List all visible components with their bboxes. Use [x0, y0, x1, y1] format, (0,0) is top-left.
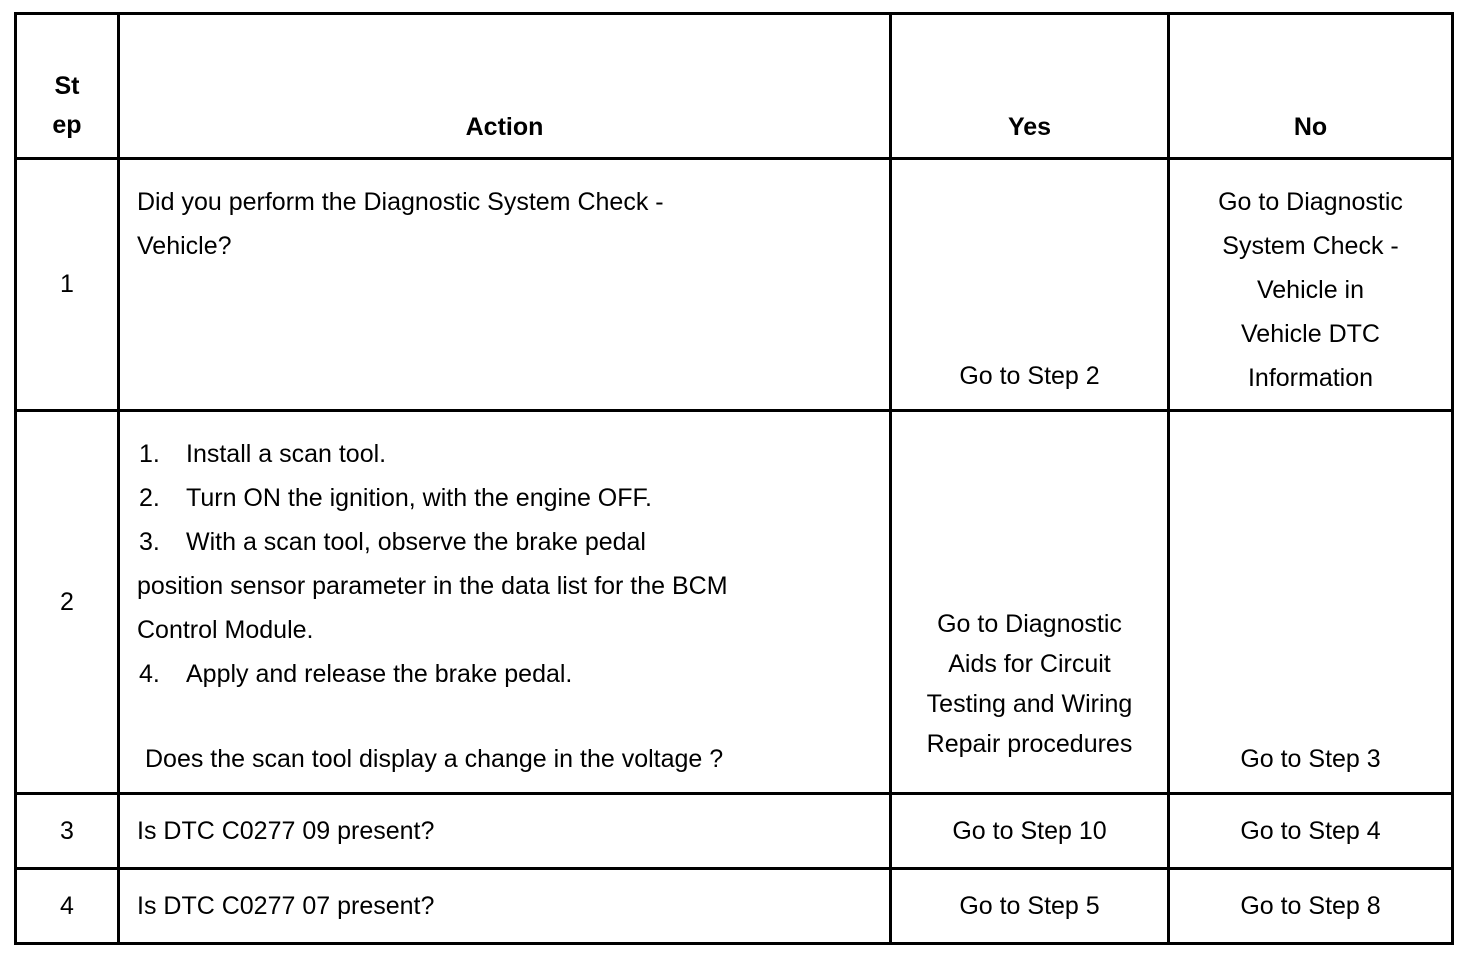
- list-item-text: Turn ON the ignition, with the engine OFF.: [186, 484, 652, 512]
- action-cell: [119, 159, 891, 411]
- list-item-number: 2.: [139, 484, 160, 512]
- list-item-number: 3.: [139, 528, 160, 556]
- table-row: [16, 794, 1453, 869]
- yes-line: Go to Diagnostic: [937, 610, 1122, 638]
- header-step: [16, 14, 119, 159]
- question-text: Does the scan tool display a change in the voltage ?: [145, 745, 724, 773]
- no-line: Vehicle DTC: [1241, 320, 1380, 348]
- no-cell: [1169, 159, 1453, 411]
- list-item: [137, 476, 879, 520]
- no-cell: [1169, 411, 1453, 794]
- yes-text: Go to Step 2: [959, 362, 1100, 390]
- action-line: Vehicle?: [137, 232, 232, 260]
- step-number: 3: [16, 794, 119, 869]
- header-step-line1: St: [54, 72, 80, 100]
- no-line: System Check -: [1222, 232, 1399, 260]
- step-number: 2: [16, 411, 119, 794]
- yes-line: Aids for Circuit: [948, 650, 1111, 678]
- table-row: [16, 411, 1453, 794]
- yes-line: Repair procedures: [926, 730, 1133, 758]
- list-item-text: Apply and release the brake pedal.: [186, 660, 573, 688]
- step-number: 4: [16, 869, 119, 944]
- list-item: [137, 652, 879, 696]
- header-action: Action: [119, 14, 891, 159]
- table-header-row: [16, 14, 1453, 159]
- no-text: Go to Step 3: [1240, 745, 1381, 773]
- list-item-text: With a scan tool, observe the brake pedal: [186, 528, 646, 556]
- no-cell: Go to Step 8: [1169, 869, 1453, 944]
- header-no: No: [1169, 14, 1453, 159]
- yes-cell: Go to Step 10: [891, 794, 1169, 869]
- no-line: Go to Diagnostic: [1218, 188, 1403, 216]
- action-cell: Is DTC C0277 07 present?: [119, 869, 891, 944]
- list-item: [137, 432, 879, 476]
- yes-cell: Go to Step 5: [891, 869, 1169, 944]
- no-line: Information: [1247, 364, 1374, 392]
- header-yes: Yes: [891, 14, 1169, 159]
- table-row: [16, 869, 1453, 944]
- list-item-continuation: Control Module.: [137, 616, 314, 644]
- yes-cell: [891, 159, 1169, 411]
- list-item-number: 1.: [139, 440, 160, 468]
- header-step-line2: ep: [52, 111, 82, 139]
- list-item-text: Install a scan tool.: [186, 440, 387, 468]
- no-cell: Go to Step 4: [1169, 794, 1453, 869]
- table-row: [16, 159, 1453, 411]
- action-line: Did you perform the Diagnostic System Check -: [137, 188, 664, 216]
- yes-cell: [891, 411, 1169, 794]
- list-item: [137, 520, 879, 564]
- action-cell: [119, 411, 891, 794]
- action-cell: Is DTC C0277 09 present?: [119, 794, 891, 869]
- step-number: 1: [16, 159, 119, 411]
- yes-line: Testing and Wiring: [926, 690, 1133, 718]
- no-line: Vehicle in: [1256, 276, 1365, 304]
- list-item-number: 4.: [139, 660, 160, 688]
- list-item-continuation: position sensor parameter in the data list for the BCM: [137, 572, 728, 600]
- diagnostic-table: [14, 12, 1454, 945]
